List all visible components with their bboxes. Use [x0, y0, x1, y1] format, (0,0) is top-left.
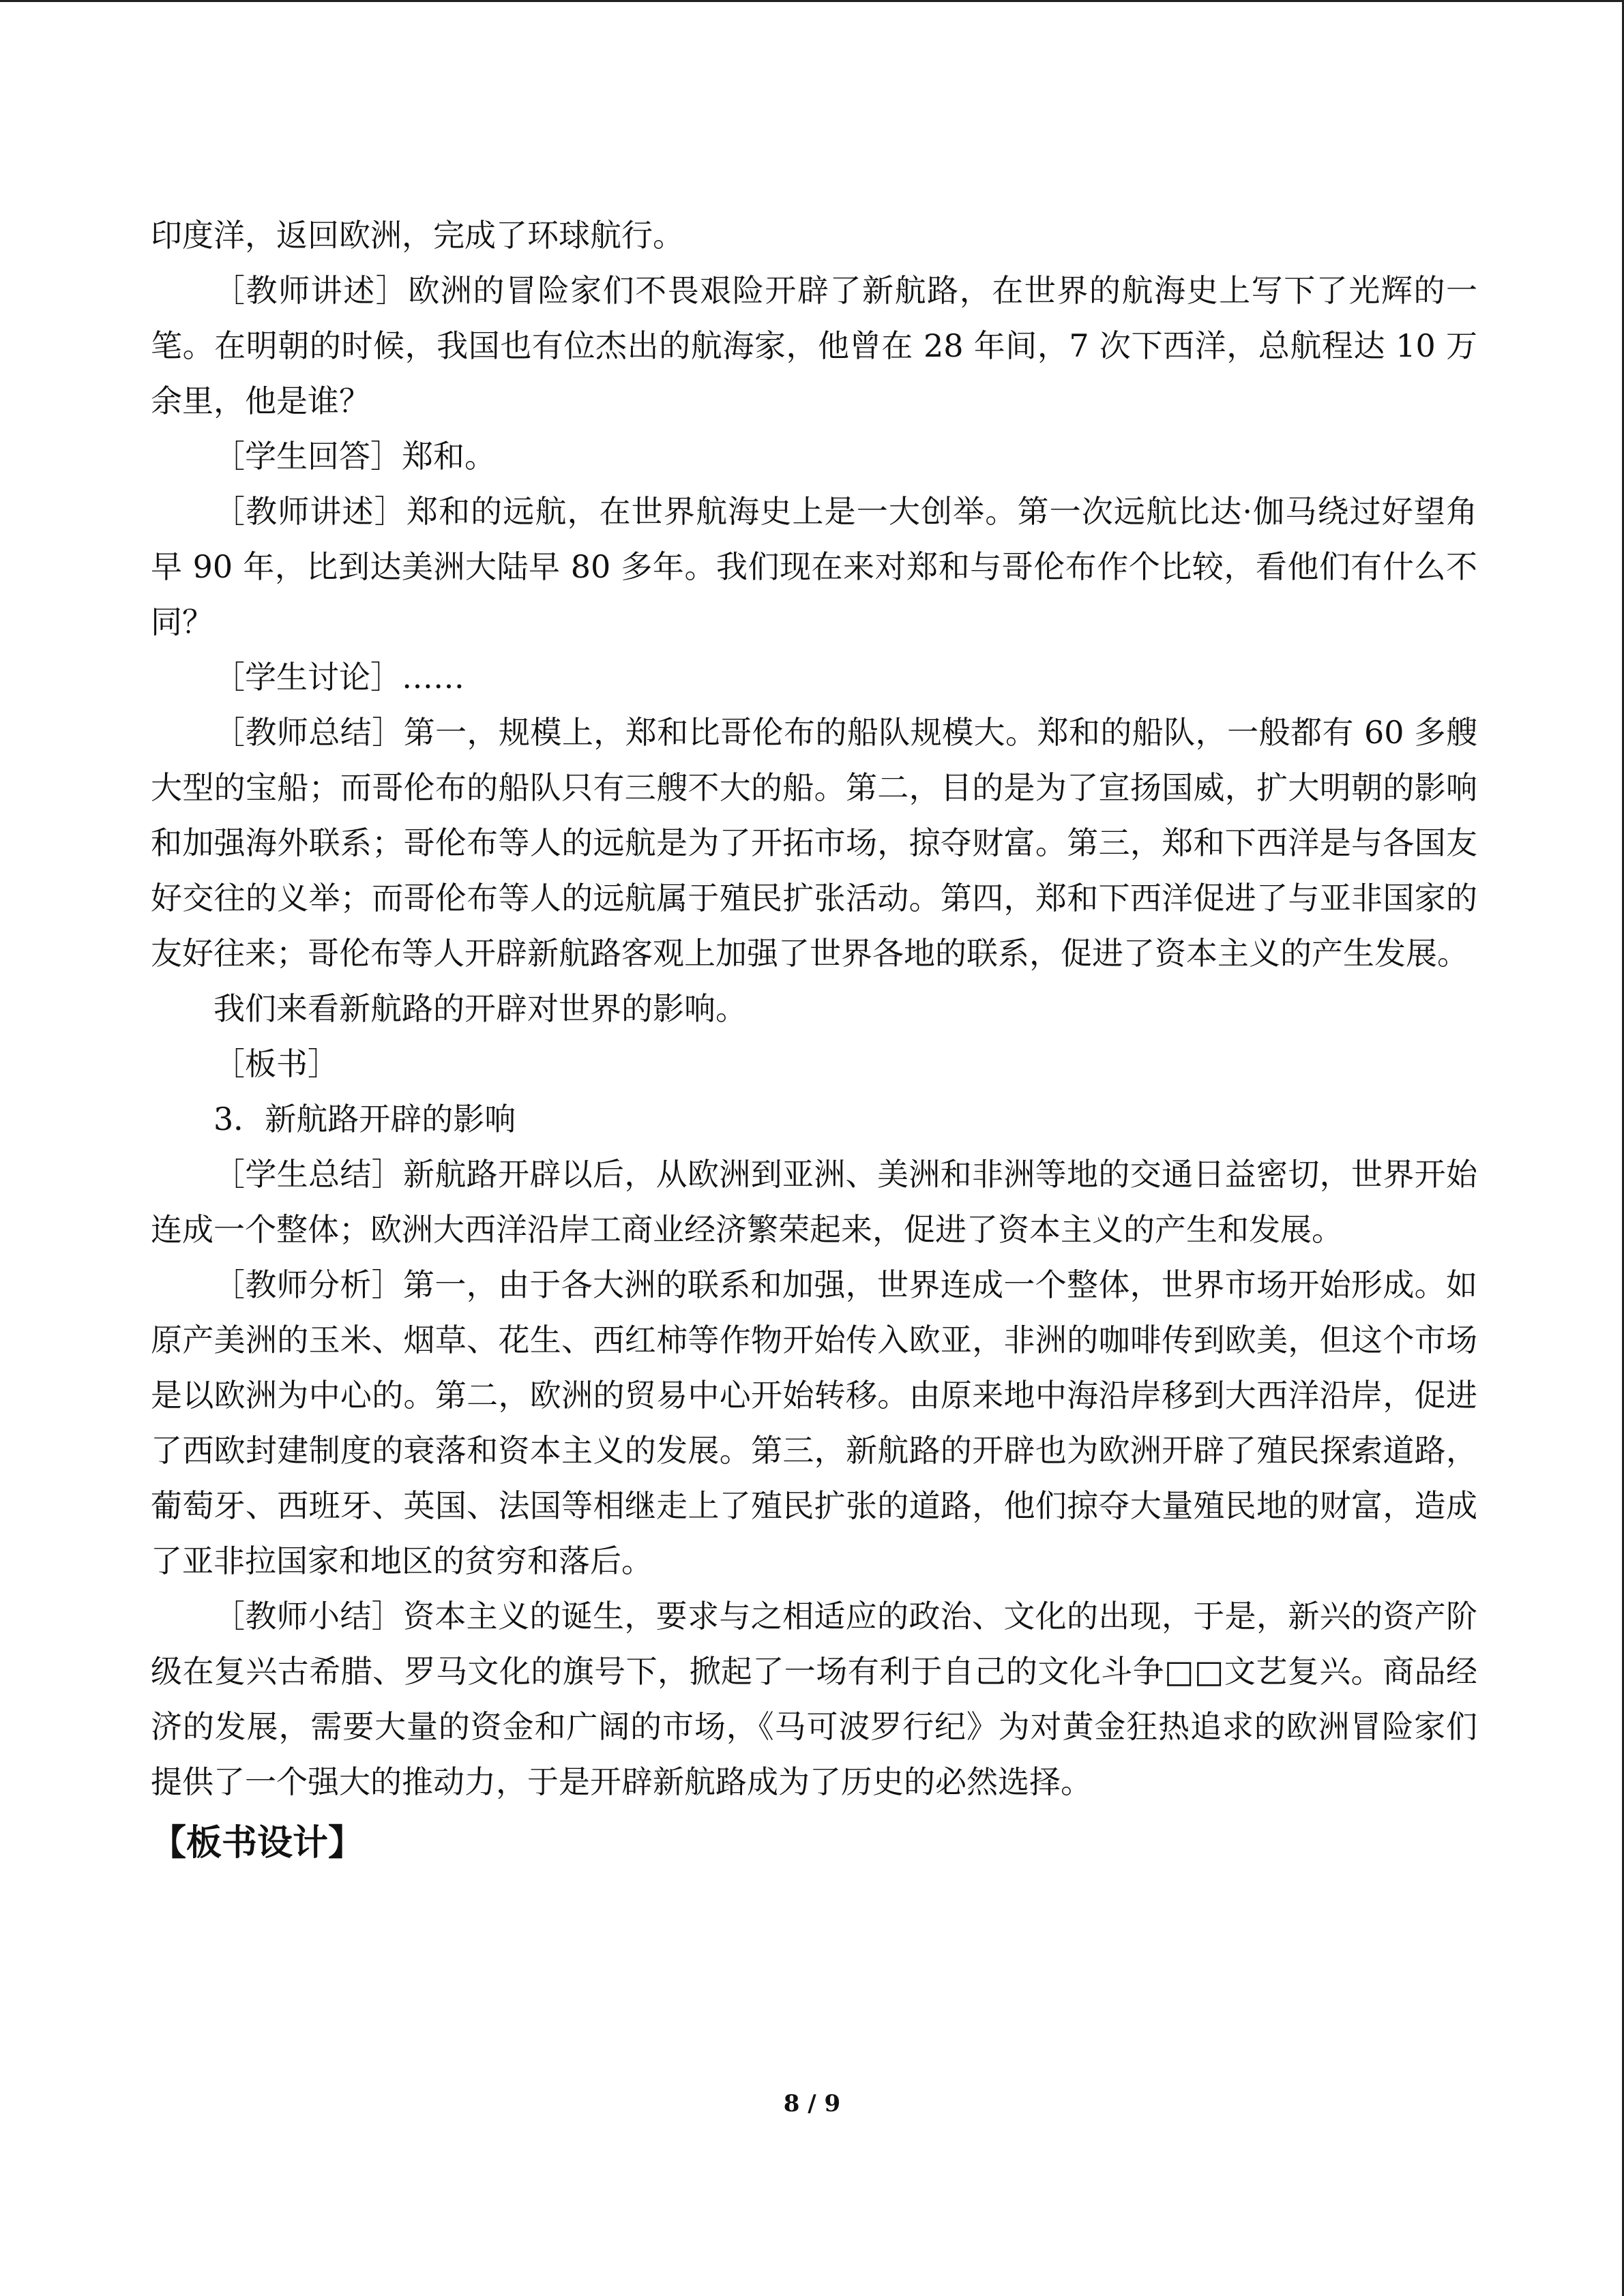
- paragraph: 印度洋，返回欧洲，完成了环球航行。: [151, 217, 684, 254]
- document-body: [151, 208, 1477, 1874]
- top-border-line: [0, 0, 1624, 2]
- paragraph: ［教师小结］资本主义的诞生，要求与之相适应的政治、文化的出现，于是，新兴的资产阶级在复兴古希腊、罗马文化的旗号下，掀起了一场有利于自己的文化斗争□□文艺复兴。商品经济的发展，需要大量的资金和广阔的市场，《马可波罗行纪》为对黄金狂热追求的欧洲冒险家们提供了一个强大的推动力，于是开辟新航路成为了历史的必然选择。: [151, 1598, 1477, 1800]
- paragraph: ［教师讲述］欧洲的冒险家们不畏艰险开辟了新航路，在世界的航海史上写下了光辉的一笔。在明朝的时候，我国也有位杰出的航海家，他曾在 28 年间，7 次下西洋，总航程达 10 万余里，他是谁？: [151, 272, 1477, 419]
- subsection-title: 3．新航路开辟的影响: [213, 1101, 516, 1137]
- page-number: 8 / 9: [783, 2090, 841, 2117]
- paragraph: ［学生回答］郑和。: [213, 438, 496, 475]
- paragraph: ［板书］: [213, 1045, 339, 1082]
- paragraph: ［学生总结］新航路开辟以后，从欧洲到亚洲、美洲和非洲等地的交通日益密切，世界开始连成一个整体；欧洲大西洋沿岸工商业经济繁荣起来，促进了资本主义的产生和发展。: [151, 1156, 1477, 1248]
- section-heading: 【板书设计】: [151, 1822, 364, 1864]
- paragraph: 我们来看新航路的开辟对世界的影响。: [213, 990, 747, 1027]
- paragraph: ［学生讨论］……: [213, 659, 464, 696]
- paragraph: ［教师讲述］郑和的远航，在世界航海史上是一大创举。第一次远航比达·伽马绕过好望角早 90 年，比到达美洲大陆早 80 多年。我们现在来对郑和与哥伦布作个比较，看他们有什么不同？: [151, 493, 1477, 640]
- paragraph: ［教师分析］第一，由于各大洲的联系和加强，世界连成一个整体，世界市场开始形成。如原产美洲的玉米、烟草、花生、西红柿等作物开始传入欧亚，非洲的咖啡传到欧美，但这个市场是以欧洲为中心的。第二，欧洲的贸易中心开始转移。由原来地中海沿岸移到大西洋沿岸，促进了西欧封建制度的衰落和资本主义的发展。第三，新航路的开辟也为欧洲开辟了殖民探索道路，葡萄牙、西班牙、英国、法国等相继走上了殖民扩张的道路，他们掠夺大量殖民地的财富，造成了亚非拉国家和地区的贫穷和落后。: [151, 1266, 1477, 1579]
- paragraph: ［教师总结］第一，规模上，郑和比哥伦布的船队规模大。郑和的船队，一般都有 60 多艘大型的宝船；而哥伦布的船队只有三艘不大的船。第二，目的是为了宣扬国威，扩大明朝的影响和加强海外联系；哥伦布等人的远航是为了开拓市场，掠夺财富。第三，郑和下西洋是与各国友好交往的义举；而哥伦布等人的远航属于殖民扩张活动。第四，郑和下西洋促进了与亚非国家的友好往来；哥伦布等人开辟新航路客观上加强了世界各地的联系，促进了资本主义的产生发展。: [151, 714, 1477, 972]
